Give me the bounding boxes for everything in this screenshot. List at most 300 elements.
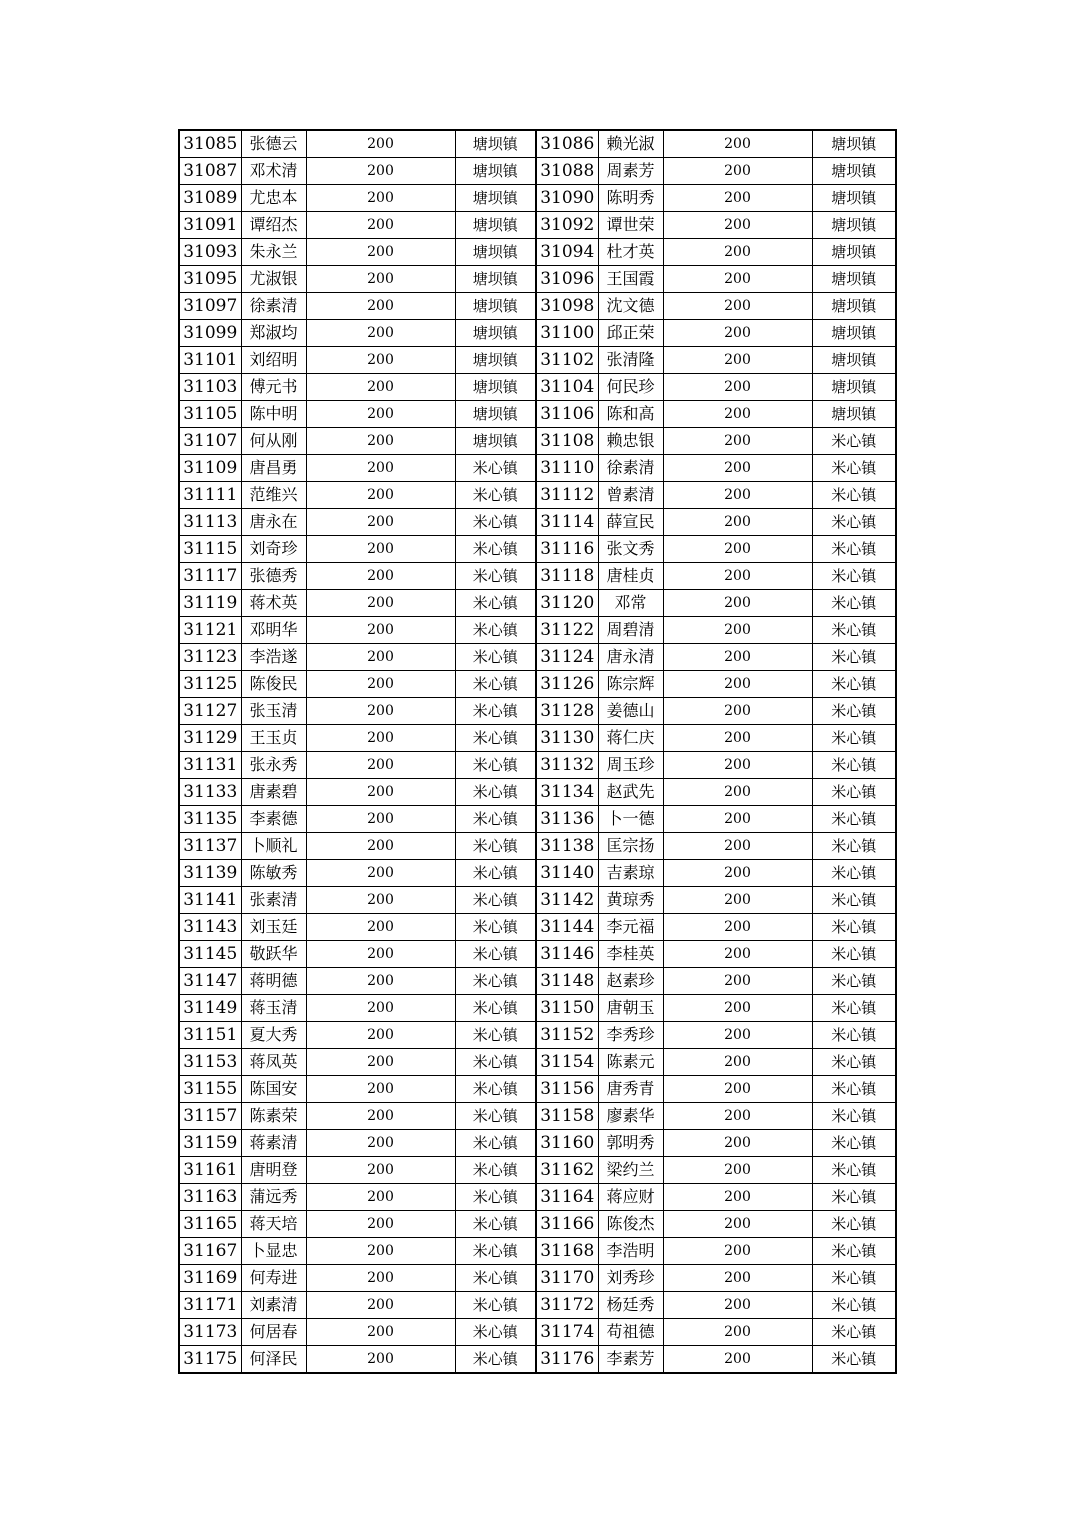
amount-cell: 200 [663, 428, 812, 455]
person-name-cell: 张玉清 [241, 698, 306, 725]
table-row [179, 401, 896, 428]
amount-cell: 200 [306, 833, 455, 860]
person-name-cell: 蒋天培 [241, 1211, 306, 1238]
amount-cell: 200 [663, 212, 812, 239]
table-row [179, 185, 896, 212]
town-name-cell: 米心镇 [455, 563, 536, 590]
record-id-cell: 31165 [179, 1211, 241, 1238]
person-name-cell: 蒋应财 [598, 1184, 663, 1211]
town-name-cell: 塘坝镇 [455, 185, 536, 212]
table-row [179, 995, 896, 1022]
person-name-cell: 赖光淑 [598, 130, 663, 158]
record-id-cell: 31118 [536, 563, 598, 590]
record-id-cell: 31173 [179, 1319, 241, 1346]
record-id-cell: 31127 [179, 698, 241, 725]
person-name-cell: 陈敏秀 [241, 860, 306, 887]
town-name-cell: 米心镇 [812, 995, 896, 1022]
town-name-cell: 米心镇 [812, 644, 896, 671]
amount-cell: 200 [663, 914, 812, 941]
table-row [179, 644, 896, 671]
person-name-cell: 周玉珍 [598, 752, 663, 779]
person-name-cell: 陈俊杰 [598, 1211, 663, 1238]
amount-cell: 200 [306, 428, 455, 455]
record-id-cell: 31103 [179, 374, 241, 401]
record-id-cell: 31160 [536, 1130, 598, 1157]
record-id-cell: 31109 [179, 455, 241, 482]
amount-cell: 200 [663, 266, 812, 293]
record-id-cell: 31101 [179, 347, 241, 374]
record-id-cell: 31120 [536, 590, 598, 617]
table-row [179, 671, 896, 698]
person-name-cell: 李素德 [241, 806, 306, 833]
amount-cell: 200 [663, 779, 812, 806]
record-id-cell: 31139 [179, 860, 241, 887]
person-name-cell: 李浩遂 [241, 644, 306, 671]
table-row [179, 1076, 896, 1103]
record-id-cell: 31137 [179, 833, 241, 860]
record-id-cell: 31136 [536, 806, 598, 833]
town-name-cell: 米心镇 [812, 725, 896, 752]
person-name-cell: 沈文德 [598, 293, 663, 320]
amount-cell: 200 [306, 1076, 455, 1103]
town-name-cell: 米心镇 [455, 995, 536, 1022]
amount-cell: 200 [306, 1022, 455, 1049]
town-name-cell: 米心镇 [812, 752, 896, 779]
amount-cell: 200 [306, 1265, 455, 1292]
table-row [179, 1049, 896, 1076]
person-name-cell: 卜显忠 [241, 1238, 306, 1265]
town-name-cell: 米心镇 [455, 509, 536, 536]
person-name-cell: 张素清 [241, 887, 306, 914]
town-name-cell: 米心镇 [455, 1103, 536, 1130]
town-name-cell: 塘坝镇 [812, 212, 896, 239]
table-row [179, 374, 896, 401]
person-name-cell: 张文秀 [598, 536, 663, 563]
person-name-cell: 唐昌勇 [241, 455, 306, 482]
person-name-cell: 蒋仁庆 [598, 725, 663, 752]
amount-cell: 200 [306, 698, 455, 725]
town-name-cell: 米心镇 [812, 1319, 896, 1346]
amount-cell: 200 [663, 1238, 812, 1265]
person-name-cell: 何民珍 [598, 374, 663, 401]
person-name-cell: 刘玉廷 [241, 914, 306, 941]
town-name-cell: 塘坝镇 [455, 130, 536, 158]
record-id-cell: 31100 [536, 320, 598, 347]
person-name-cell: 赖忠银 [598, 428, 663, 455]
record-id-cell: 31176 [536, 1346, 598, 1374]
person-name-cell: 郑淑均 [241, 320, 306, 347]
amount-cell: 200 [663, 671, 812, 698]
person-name-cell: 邓术清 [241, 158, 306, 185]
amount-cell: 200 [663, 1049, 812, 1076]
person-name-cell: 唐桂贞 [598, 563, 663, 590]
table-row [179, 725, 896, 752]
amount-cell: 200 [306, 1049, 455, 1076]
town-name-cell: 米心镇 [812, 590, 896, 617]
person-name-cell: 赵武先 [598, 779, 663, 806]
record-id-cell: 31106 [536, 401, 598, 428]
person-name-cell: 陈素荣 [241, 1103, 306, 1130]
person-name-cell: 何居春 [241, 1319, 306, 1346]
person-name-cell: 蒲远秀 [241, 1184, 306, 1211]
table-row [179, 563, 896, 590]
person-name-cell: 蒋凤英 [241, 1049, 306, 1076]
amount-cell: 200 [663, 1076, 812, 1103]
amount-cell: 200 [306, 590, 455, 617]
amount-cell: 200 [663, 130, 812, 158]
town-name-cell: 米心镇 [455, 1130, 536, 1157]
town-name-cell: 米心镇 [455, 779, 536, 806]
person-name-cell: 邱正荣 [598, 320, 663, 347]
record-id-cell: 31095 [179, 266, 241, 293]
town-name-cell: 塘坝镇 [812, 374, 896, 401]
record-id-cell: 31105 [179, 401, 241, 428]
amount-cell: 200 [663, 698, 812, 725]
amount-cell: 200 [663, 590, 812, 617]
amount-cell: 200 [306, 1103, 455, 1130]
amount-cell: 200 [306, 725, 455, 752]
town-name-cell: 米心镇 [812, 1211, 896, 1238]
amount-cell: 200 [663, 509, 812, 536]
town-name-cell: 米心镇 [455, 617, 536, 644]
town-name-cell: 米心镇 [455, 536, 536, 563]
amount-cell: 200 [663, 1211, 812, 1238]
person-name-cell: 梁约兰 [598, 1157, 663, 1184]
amount-cell: 200 [306, 1184, 455, 1211]
amount-cell: 200 [306, 752, 455, 779]
amount-cell: 200 [663, 887, 812, 914]
town-name-cell: 米心镇 [455, 644, 536, 671]
person-name-cell: 邓明华 [241, 617, 306, 644]
town-name-cell: 米心镇 [812, 1076, 896, 1103]
amount-cell: 200 [306, 158, 455, 185]
amount-cell: 200 [306, 266, 455, 293]
amount-cell: 200 [306, 482, 455, 509]
town-name-cell: 塘坝镇 [455, 239, 536, 266]
amount-cell: 200 [663, 455, 812, 482]
record-id-cell: 31171 [179, 1292, 241, 1319]
person-name-cell: 蒋玉清 [241, 995, 306, 1022]
amount-cell: 200 [306, 401, 455, 428]
record-id-cell: 31170 [536, 1265, 598, 1292]
person-name-cell: 周素芳 [598, 158, 663, 185]
town-name-cell: 塘坝镇 [812, 185, 896, 212]
table-row [179, 698, 896, 725]
amount-cell: 200 [306, 941, 455, 968]
town-name-cell: 米心镇 [812, 617, 896, 644]
record-id-cell: 31159 [179, 1130, 241, 1157]
amount-cell: 200 [663, 347, 812, 374]
record-id-cell: 31116 [536, 536, 598, 563]
town-name-cell: 米心镇 [455, 1292, 536, 1319]
amount-cell: 200 [663, 644, 812, 671]
table-row [179, 158, 896, 185]
amount-cell: 200 [306, 860, 455, 887]
town-name-cell: 塘坝镇 [812, 401, 896, 428]
amount-cell: 200 [663, 1103, 812, 1130]
amount-cell: 200 [306, 644, 455, 671]
person-name-cell: 杨廷秀 [598, 1292, 663, 1319]
person-name-cell: 刘绍明 [241, 347, 306, 374]
table-row [179, 806, 896, 833]
amount-cell: 200 [306, 130, 455, 158]
record-id-cell: 31150 [536, 995, 598, 1022]
record-id-cell: 31161 [179, 1157, 241, 1184]
person-name-cell: 傅元书 [241, 374, 306, 401]
town-name-cell: 米心镇 [455, 671, 536, 698]
town-name-cell: 塘坝镇 [812, 320, 896, 347]
record-id-cell: 31096 [536, 266, 598, 293]
record-id-cell: 31089 [179, 185, 241, 212]
person-name-cell: 陈和高 [598, 401, 663, 428]
amount-cell: 200 [663, 1157, 812, 1184]
amount-cell: 200 [306, 347, 455, 374]
town-name-cell: 米心镇 [455, 941, 536, 968]
person-name-cell: 陈中明 [241, 401, 306, 428]
record-id-cell: 31163 [179, 1184, 241, 1211]
record-id-cell: 31142 [536, 887, 598, 914]
town-name-cell: 米心镇 [812, 941, 896, 968]
amount-cell: 200 [663, 1265, 812, 1292]
amount-cell: 200 [306, 536, 455, 563]
town-name-cell: 米心镇 [455, 914, 536, 941]
record-id-cell: 31121 [179, 617, 241, 644]
town-name-cell: 米心镇 [812, 428, 896, 455]
record-id-cell: 31126 [536, 671, 598, 698]
person-name-cell: 王玉贞 [241, 725, 306, 752]
table-row [179, 1130, 896, 1157]
person-name-cell: 刘奇珍 [241, 536, 306, 563]
person-name-cell: 张德云 [241, 130, 306, 158]
record-id-cell: 31132 [536, 752, 598, 779]
amount-cell: 200 [663, 1319, 812, 1346]
record-id-cell: 31091 [179, 212, 241, 239]
person-name-cell: 蒋素清 [241, 1130, 306, 1157]
town-name-cell: 米心镇 [455, 806, 536, 833]
amount-cell: 200 [306, 779, 455, 806]
town-name-cell: 米心镇 [455, 887, 536, 914]
person-name-cell: 郭明秀 [598, 1130, 663, 1157]
record-id-cell: 31124 [536, 644, 598, 671]
person-name-cell: 范维兴 [241, 482, 306, 509]
person-name-cell: 张永秀 [241, 752, 306, 779]
town-name-cell: 塘坝镇 [455, 158, 536, 185]
record-id-cell: 31097 [179, 293, 241, 320]
amount-cell: 200 [663, 401, 812, 428]
town-name-cell: 米心镇 [455, 482, 536, 509]
town-name-cell: 米心镇 [812, 887, 896, 914]
table-row [179, 266, 896, 293]
amount-cell: 200 [663, 968, 812, 995]
person-name-cell: 唐素碧 [241, 779, 306, 806]
town-name-cell: 米心镇 [812, 455, 896, 482]
person-name-cell: 夏大秀 [241, 1022, 306, 1049]
town-name-cell: 米心镇 [812, 1292, 896, 1319]
person-name-cell: 周碧清 [598, 617, 663, 644]
record-id-cell: 31156 [536, 1076, 598, 1103]
record-id-cell: 31154 [536, 1049, 598, 1076]
amount-cell: 200 [663, 617, 812, 644]
record-id-cell: 31162 [536, 1157, 598, 1184]
record-id-cell: 31158 [536, 1103, 598, 1130]
record-id-cell: 31169 [179, 1265, 241, 1292]
amount-cell: 200 [663, 185, 812, 212]
person-name-cell: 李桂英 [598, 941, 663, 968]
town-name-cell: 米心镇 [455, 1022, 536, 1049]
amount-cell: 200 [306, 1346, 455, 1374]
record-id-cell: 31146 [536, 941, 598, 968]
record-id-cell: 31104 [536, 374, 598, 401]
table-row [179, 833, 896, 860]
town-name-cell: 米心镇 [455, 698, 536, 725]
record-id-cell: 31128 [536, 698, 598, 725]
table-row [179, 1022, 896, 1049]
person-name-cell: 尤淑银 [241, 266, 306, 293]
record-id-cell: 31092 [536, 212, 598, 239]
town-name-cell: 塘坝镇 [455, 293, 536, 320]
amount-cell: 200 [306, 320, 455, 347]
town-name-cell: 塘坝镇 [455, 428, 536, 455]
table-row [179, 428, 896, 455]
amount-cell: 200 [306, 374, 455, 401]
town-name-cell: 塘坝镇 [455, 374, 536, 401]
record-id-cell: 31148 [536, 968, 598, 995]
record-id-cell: 31102 [536, 347, 598, 374]
record-id-cell: 31122 [536, 617, 598, 644]
town-name-cell: 米心镇 [812, 563, 896, 590]
town-name-cell: 米心镇 [455, 860, 536, 887]
record-id-cell: 31175 [179, 1346, 241, 1374]
town-name-cell: 米心镇 [455, 1076, 536, 1103]
table-row [179, 1211, 896, 1238]
amount-cell: 200 [663, 320, 812, 347]
record-id-cell: 31141 [179, 887, 241, 914]
record-id-cell: 31119 [179, 590, 241, 617]
amount-cell: 200 [663, 752, 812, 779]
amount-cell: 200 [663, 941, 812, 968]
town-name-cell: 米心镇 [812, 1049, 896, 1076]
amount-cell: 200 [663, 860, 812, 887]
record-id-cell: 31151 [179, 1022, 241, 1049]
town-name-cell: 米心镇 [812, 509, 896, 536]
record-id-cell: 31087 [179, 158, 241, 185]
record-id-cell: 31086 [536, 130, 598, 158]
town-name-cell: 塘坝镇 [812, 130, 896, 158]
amount-cell: 200 [306, 671, 455, 698]
amount-cell: 200 [663, 239, 812, 266]
amount-cell: 200 [306, 212, 455, 239]
amount-cell: 200 [306, 887, 455, 914]
record-id-cell: 31143 [179, 914, 241, 941]
person-name-cell: 廖素华 [598, 1103, 663, 1130]
amount-cell: 200 [306, 1157, 455, 1184]
record-id-cell: 31115 [179, 536, 241, 563]
amount-cell: 200 [306, 617, 455, 644]
person-name-cell: 李元福 [598, 914, 663, 941]
person-name-cell: 张清隆 [598, 347, 663, 374]
amount-cell: 200 [306, 239, 455, 266]
table-row [179, 293, 896, 320]
record-id-cell: 31164 [536, 1184, 598, 1211]
table-row [179, 239, 896, 266]
table-row [179, 482, 896, 509]
table-row [179, 617, 896, 644]
amount-cell: 200 [663, 536, 812, 563]
record-id-cell: 31125 [179, 671, 241, 698]
record-id-cell: 31166 [536, 1211, 598, 1238]
person-name-cell: 唐朝玉 [598, 995, 663, 1022]
person-name-cell: 杜才英 [598, 239, 663, 266]
town-name-cell: 米心镇 [812, 536, 896, 563]
person-name-cell: 曾素清 [598, 482, 663, 509]
amount-cell: 200 [663, 1292, 812, 1319]
town-name-cell: 米心镇 [455, 833, 536, 860]
amount-cell: 200 [663, 563, 812, 590]
person-name-cell: 徐素清 [598, 455, 663, 482]
amount-cell: 200 [306, 1292, 455, 1319]
town-name-cell: 米心镇 [455, 968, 536, 995]
amount-cell: 200 [306, 1238, 455, 1265]
amount-cell: 200 [663, 995, 812, 1022]
town-name-cell: 米心镇 [455, 1265, 536, 1292]
table-row [179, 320, 896, 347]
amount-cell: 200 [663, 833, 812, 860]
person-name-cell: 王国霞 [598, 266, 663, 293]
town-name-cell: 米心镇 [812, 1346, 896, 1374]
town-name-cell: 塘坝镇 [812, 158, 896, 185]
person-name-cell: 蒋术英 [241, 590, 306, 617]
record-id-cell: 31138 [536, 833, 598, 860]
town-name-cell: 米心镇 [812, 860, 896, 887]
person-name-cell: 李秀珍 [598, 1022, 663, 1049]
table-row [179, 509, 896, 536]
person-name-cell: 刘秀珍 [598, 1265, 663, 1292]
record-id-cell: 31111 [179, 482, 241, 509]
person-name-cell: 刘素清 [241, 1292, 306, 1319]
record-id-cell: 31147 [179, 968, 241, 995]
person-name-cell: 尤忠本 [241, 185, 306, 212]
record-id-cell: 31157 [179, 1103, 241, 1130]
amount-cell: 200 [306, 1319, 455, 1346]
town-name-cell: 米心镇 [455, 725, 536, 752]
record-id-cell: 31088 [536, 158, 598, 185]
table-row [179, 1238, 896, 1265]
person-name-cell: 敬跃华 [241, 941, 306, 968]
person-name-cell: 苟祖德 [598, 1319, 663, 1346]
town-name-cell: 塘坝镇 [455, 212, 536, 239]
town-name-cell: 米心镇 [455, 752, 536, 779]
record-id-cell: 31155 [179, 1076, 241, 1103]
person-name-cell: 陈国安 [241, 1076, 306, 1103]
record-id-cell: 31094 [536, 239, 598, 266]
town-name-cell: 米心镇 [812, 1265, 896, 1292]
person-name-cell: 唐秀青 [598, 1076, 663, 1103]
roster-body [179, 130, 896, 1373]
person-name-cell: 蒋明德 [241, 968, 306, 995]
record-id-cell: 31144 [536, 914, 598, 941]
person-name-cell: 谭世荣 [598, 212, 663, 239]
amount-cell: 200 [663, 158, 812, 185]
person-name-cell: 谭绍杰 [241, 212, 306, 239]
record-id-cell: 31090 [536, 185, 598, 212]
person-name-cell: 徐素清 [241, 293, 306, 320]
person-name-cell: 黄琼秀 [598, 887, 663, 914]
person-name-cell: 邓常 [598, 590, 663, 617]
town-name-cell: 米心镇 [812, 1157, 896, 1184]
person-name-cell: 吉素琼 [598, 860, 663, 887]
person-name-cell: 唐明登 [241, 1157, 306, 1184]
town-name-cell: 米心镇 [812, 914, 896, 941]
